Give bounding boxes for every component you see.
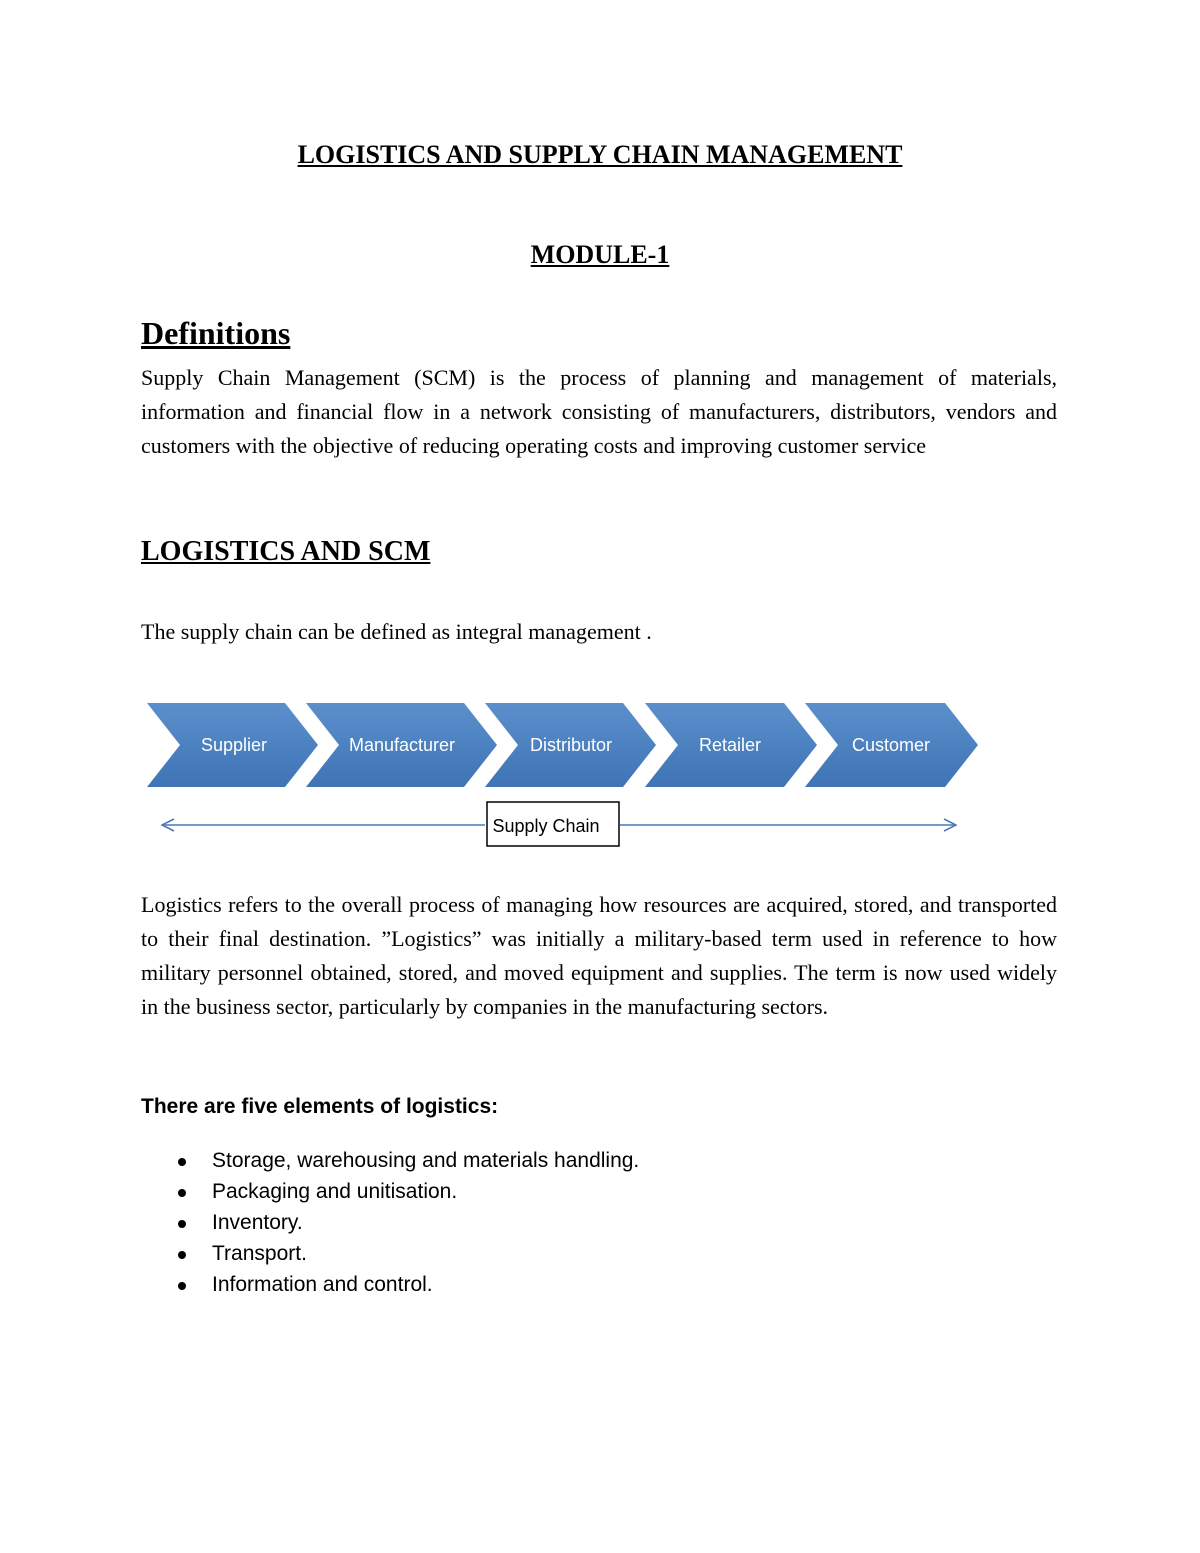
module-heading: MODULE-1	[530, 240, 670, 269]
supply-chain-intro: The supply chain can be defined as integral management .	[141, 619, 652, 644]
chevron-stage-retailer	[645, 703, 817, 787]
supply-chain-diagram	[140, 695, 990, 855]
stage-label-distributor: Distributor	[529, 735, 613, 755]
stage-label-manufacturer: Manufacturer	[348, 735, 456, 755]
list-item	[141, 1207, 639, 1238]
list-item	[141, 1176, 639, 1207]
list-item	[141, 1145, 639, 1176]
document-title: LOGISTICS AND SUPPLY CHAIN MANAGEMENT	[297, 140, 903, 169]
chevron-stage-customer	[805, 703, 978, 787]
bullet-icon	[178, 1220, 186, 1228]
stage-label-retailer: Retailer	[698, 735, 762, 755]
list-item-text: Packaging and unitisation.	[212, 1180, 458, 1203]
logistics-paragraph: Logistics refers to the overall process of managing how resources are acquired, stored, and transported to their final destination. ”Logistics” was initially a military-based term used in reference to how military personnel obtained, stored, and moved equipment and supplies. The term is now used widely in the business sector, particularly by companies in the manufacturing sectors.	[141, 892, 1057, 1019]
list-item	[141, 1238, 639, 1269]
list-item	[141, 1269, 639, 1300]
supply-chain-label-box	[487, 802, 619, 846]
definitions-paragraph: Supply Chain Management (SCM) is the process of planning and management of materials, information and financial flow in a network consisting of manufacturers, distributors, vendors and customers with the objective of reducing operating costs and improving customer service	[141, 365, 1057, 458]
elements-heading: There are five elements of logistics:	[141, 1095, 499, 1118]
supply-chain-label: Supply Chain	[492, 816, 600, 836]
elements-list	[141, 1145, 639, 1300]
chevron-stage-supplier	[147, 703, 318, 787]
stage-label-customer: Customer	[851, 735, 931, 755]
bullet-icon	[178, 1282, 186, 1290]
chevron-stage-distributor	[485, 703, 656, 787]
bullet-icon	[178, 1251, 186, 1259]
list-item-text: Transport.	[212, 1242, 307, 1265]
bullet-icon	[178, 1158, 186, 1166]
definitions-heading: Definitions	[141, 315, 291, 351]
stage-label-supplier: Supplier	[200, 735, 268, 755]
bullet-icon	[178, 1189, 186, 1197]
chevron-stage-manufacturer	[306, 703, 497, 787]
list-item-text: Storage, warehousing and materials handling.	[212, 1149, 640, 1172]
list-item-text: Information and control.	[212, 1273, 433, 1296]
logistics-scm-heading: LOGISTICS AND SCM	[141, 536, 431, 567]
list-item-text: Inventory.	[212, 1211, 303, 1234]
